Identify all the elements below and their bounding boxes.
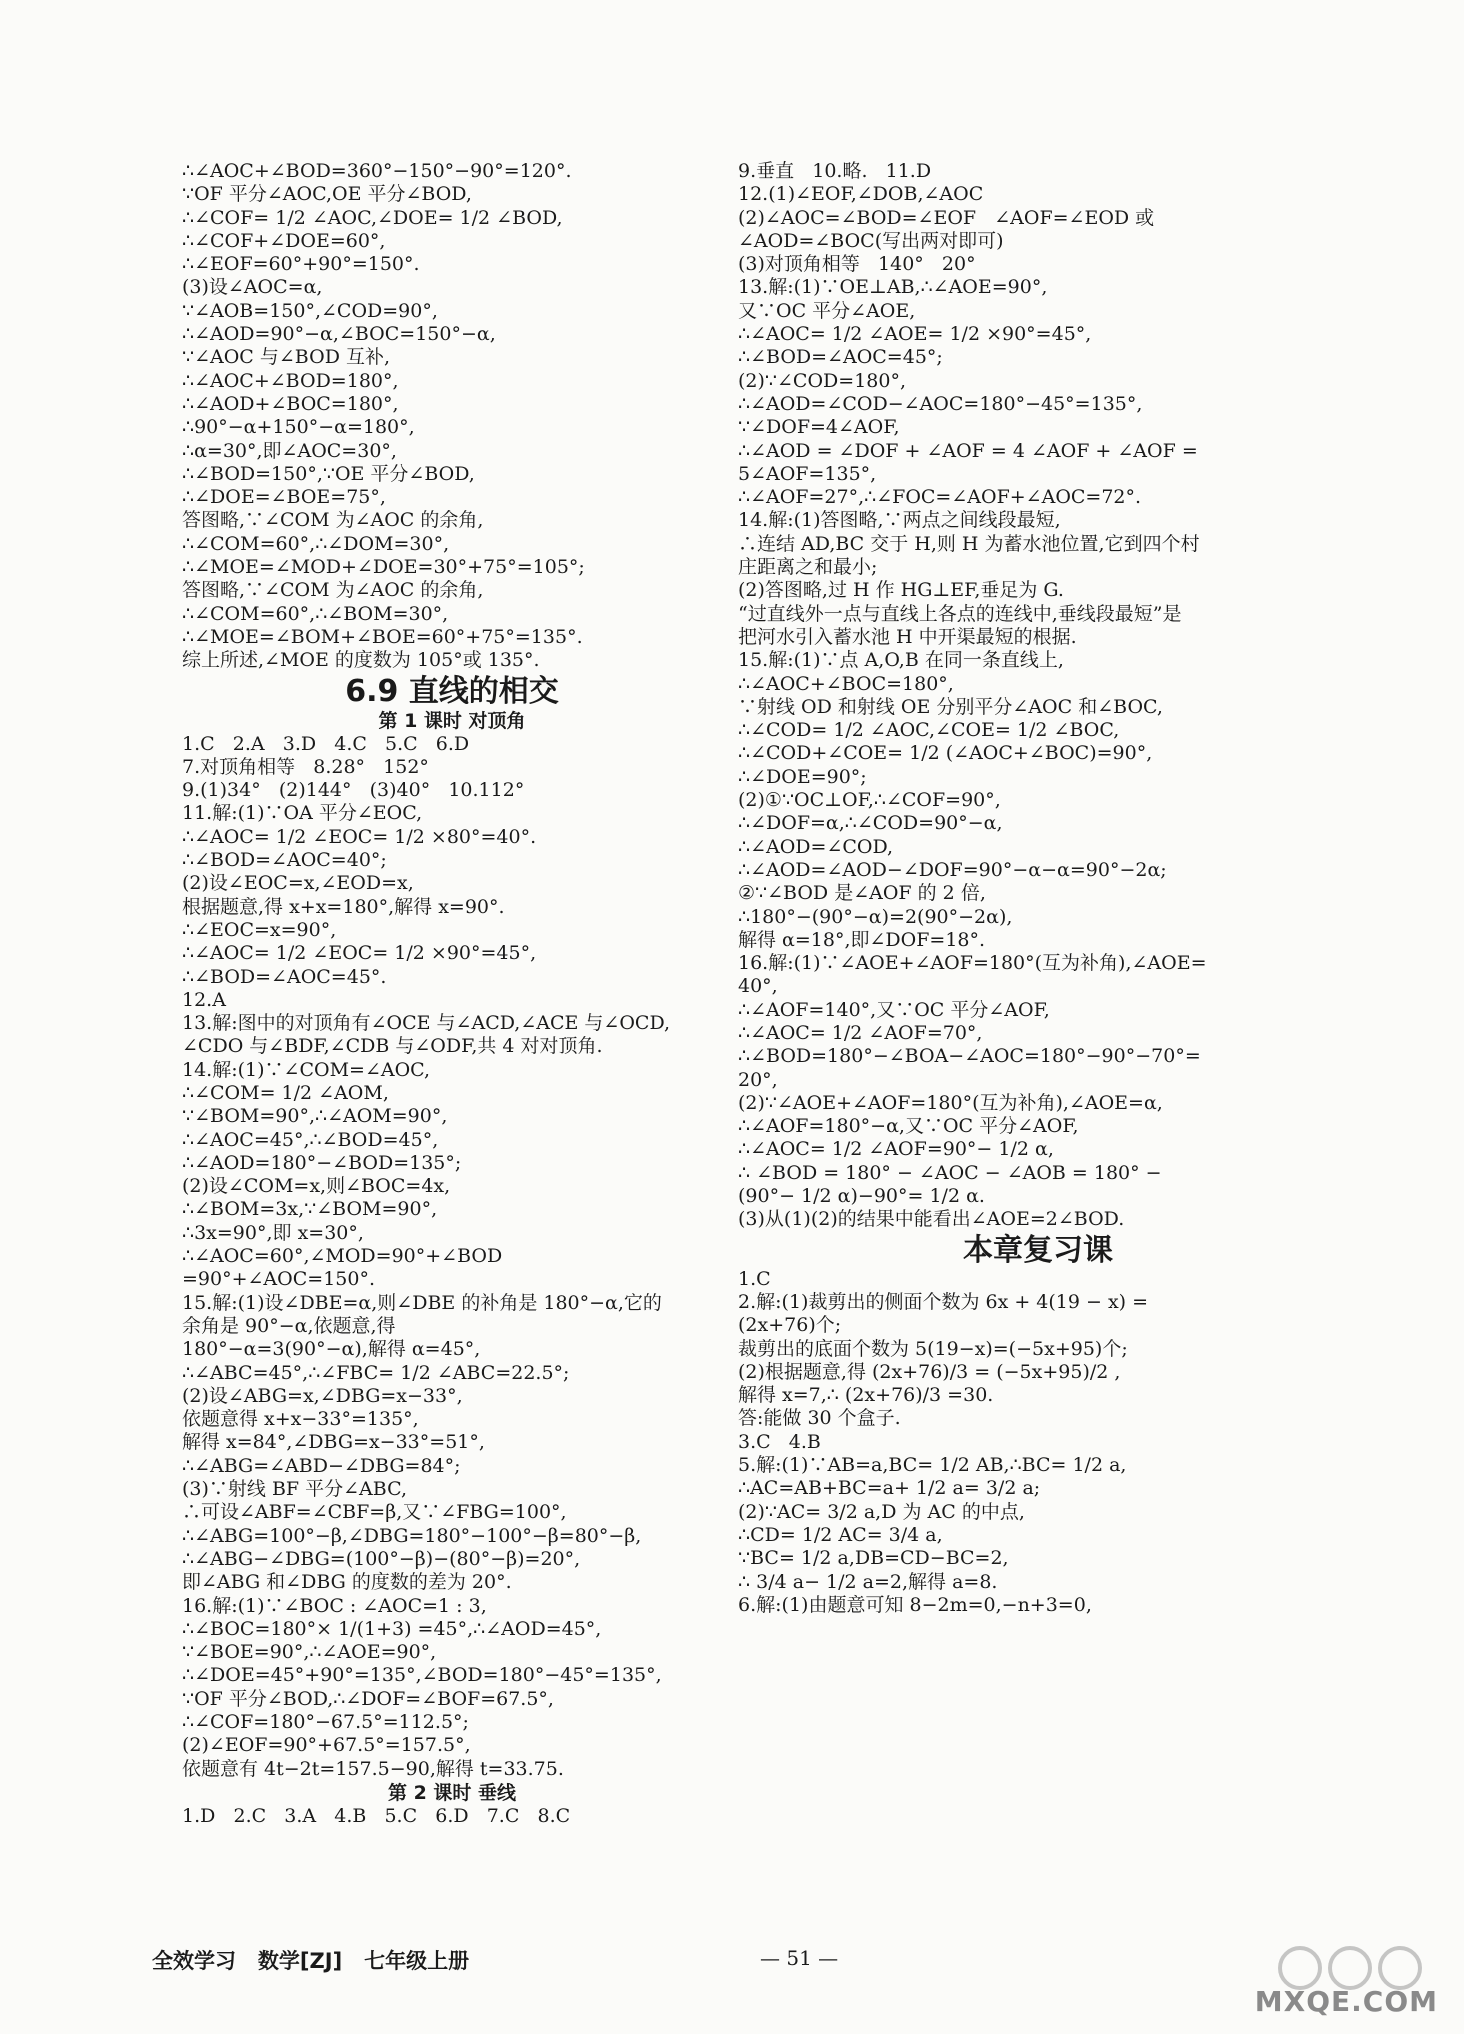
answer-line: ∴∠AOD=90°−α,∠BOC=150°−α,	[182, 323, 496, 346]
answer-line: 答:能做 30 个盒子.	[738, 1407, 901, 1430]
answer-line: ∴∠AOC+∠BOC=180°,	[738, 672, 954, 695]
answer-line: ∴3x=90°,即 x=30°,	[182, 1221, 364, 1244]
answer-line: ∴ ∠BOD = 180° − ∠AOC − ∠AOB = 180° −	[738, 1161, 1162, 1184]
answer-line: 答图略,∵∠COM 为∠AOC 的余角,	[182, 579, 484, 602]
answer-line: (2x+76)个;	[738, 1314, 842, 1337]
answer-line: 答图略,∵∠COM 为∠AOC 的余角,	[182, 509, 484, 532]
answer-line: (2)设∠COM=x,则∠BOC=4x,	[182, 1175, 451, 1198]
left-column	[182, 160, 722, 1828]
answer-line: 180°−α=3(90°−α),解得 α=45°,	[182, 1338, 481, 1361]
answer-line: (3)从(1)(2)的结果中能看出∠AOE=2∠BOD.	[738, 1208, 1125, 1231]
answer-line: ∴∠COM=60°,∴∠BOM=30°,	[182, 602, 449, 625]
answer-line: (2)设∠EOC=x,∠EOD=x,	[182, 872, 414, 895]
answer-line: 裁剪出的底面个数为 5(19−x)=(−5x+95)个;	[738, 1337, 1128, 1360]
answer-line: ∴∠ABG−∠DBG=(100°−β)−(80°−β)=20°,	[182, 1547, 581, 1570]
answer-line: ∴∠BOD=∠AOC=45°;	[738, 346, 943, 369]
answer-line: ∴∠AOC+∠BOD=180°,	[182, 369, 399, 392]
answer-line: ∠AOD=∠BOC(写出两对即可)	[738, 229, 1004, 252]
answer-line: (90°− 1/2 α)−90°= 1/2 α.	[738, 1185, 985, 1208]
answer-line: ∴∠AOC= 1/2 ∠AOF=90°− 1/2 α,	[738, 1138, 1054, 1161]
answer-line: ∵∠BOM=90°,∴∠AOM=90°,	[182, 1105, 448, 1128]
answer-line: ∵∠BOE=90°,∴∠AOE=90°,	[182, 1641, 437, 1664]
answer-line: ∴∠DOE=90°;	[738, 765, 867, 788]
answer-line: 解得 α=18°,即∠DOF=18°.	[738, 928, 986, 951]
answer-line: ∴∠AOD+∠BOC=180°,	[182, 392, 399, 415]
answer-line: 2.解:(1)裁剪出的侧面个数为 6x + 4(19 − x) =	[738, 1290, 1149, 1313]
answer-line: ∴∠COF+∠DOE=60°,	[182, 229, 386, 252]
answer-line: 9.垂直 10.略. 11.D	[738, 160, 932, 182]
answer-line: 1.C 2.A 3.D 4.C 5.C 6.D	[182, 732, 470, 755]
answer-line: 6.解:(1)由题意可知 8−2m=0,−n+3=0,	[738, 1593, 1092, 1616]
lesson-1-title: 第 1 课时 对顶角	[378, 709, 526, 732]
answer-line: ∴∠AOC=45°,∴∠BOD=45°,	[182, 1128, 439, 1151]
answer-line: ∴∠AOC= 1/2 ∠EOC= 1/2 ×80°=40°.	[182, 825, 537, 848]
answer-line: ∴∠BOD=∠AOC=45°.	[182, 965, 387, 988]
answer-line: ∴∠MOE=∠BOM+∠BOE=60°+75°=135°.	[182, 625, 583, 648]
answer-line: 把河水引入蓄水池 H 中开渠最短的根据.	[738, 625, 1077, 648]
answer-line: ∴∠COM=60°,∴∠DOM=30°,	[182, 532, 450, 555]
answer-line: ∴∠COD= 1/2 ∠AOC,∠COE= 1/2 ∠BOC,	[738, 719, 1120, 742]
answer-line: 又∵OC 平分∠AOE,	[738, 299, 916, 322]
answer-line: ∵∠DOF=4∠AOF,	[738, 416, 900, 439]
answer-line: ∴∠ABG=100°−β,∠DBG=180°−100°−β=80°−β,	[182, 1524, 642, 1547]
answer-line: ∴∠AOF=140°,又∵OC 平分∠AOF,	[738, 998, 1050, 1021]
answer-line: 依题意得 x+x−33°=135°,	[182, 1408, 419, 1431]
book-footer: 全效学习 数学[ZJ] 七年级上册	[152, 1949, 470, 1973]
left-answer-block-1	[182, 160, 722, 673]
answer-line: (2)设∠ABG=x,∠DBG=x−33°,	[182, 1384, 463, 1407]
answer-line: 1.C	[738, 1267, 771, 1290]
answer-line: ∵∠AOC 与∠BOD 互补,	[182, 346, 391, 369]
section-title: 6.9 直线的相交	[345, 673, 559, 709]
answer-line: ∴∠AOC= 1/2 ∠EOC= 1/2 ×90°=45°,	[182, 942, 537, 965]
answer-line: ∴∠AOD=180°−∠BOD=135°;	[182, 1151, 462, 1174]
answer-line: ∴∠EOF=60°+90°=150°.	[182, 253, 420, 276]
review-title: 本章复习课	[963, 1232, 1113, 1268]
answer-line: ∴∠ABC=45°,∴∠FBC= 1/2 ∠ABC=22.5°;	[182, 1361, 570, 1384]
answer-line: (2)∵∠COD=180°,	[738, 369, 906, 392]
answer-line: (3)∵射线 BF 平分∠ABC,	[182, 1478, 407, 1501]
answer-line: 11.解:(1)∵OA 平分∠EOC,	[182, 802, 423, 825]
answer-line: 综上所述,∠MOE 的度数为 105°或 135°.	[182, 649, 540, 672]
answer-line: 5.解:(1)∵AB=a,BC= 1/2 AB,∴BC= 1/2 a,	[738, 1454, 1127, 1477]
answer-line: 13.解:图中的对顶角有∠OCE 与∠ACD,∠ACE 与∠OCD,	[182, 1012, 671, 1035]
right-answer-block-1	[738, 160, 1338, 1232]
answer-line: ∵BC= 1/2 a,DB=CD−BC=2,	[738, 1547, 1009, 1570]
answer-line: ∴∠AOD=∠COD,	[738, 835, 894, 858]
answer-line: 16.解:(1)∵∠AOE+∠AOF=180°(互为补角),∠AOE=	[738, 952, 1207, 975]
answer-line: ∴CD= 1/2 AC= 3/4 a,	[738, 1523, 943, 1546]
answer-line: ∴∠AOF=180°−α,又∵OC 平分∠AOF,	[738, 1115, 1079, 1138]
answer-line: 13.解:(1)∵OE⊥AB,∴∠AOE=90°,	[738, 276, 1048, 299]
answer-line: ∴∠ABG=∠ABD−∠DBG=84°;	[182, 1454, 461, 1477]
answer-line: ∴∠DOF=α,∴∠COD=90°−α,	[738, 812, 1003, 835]
answer-line: ∴180°−(90°−α)=2(90°−2α),	[738, 905, 1013, 928]
answer-line: 15.解:(1)∵点 A,O,B 在同一条直线上,	[738, 649, 1064, 672]
answer-line: 9.(1)34° (2)144° (3)40° 10.112°	[182, 779, 525, 802]
answer-line: 16.解:(1)∵∠BOC : ∠AOC=1 : 3,	[182, 1594, 487, 1617]
answer-line: 5∠AOF=135°,	[738, 462, 877, 485]
answer-line: ∴∠COM= 1/2 ∠AOM,	[182, 1081, 389, 1104]
answer-line: ∴∠AOC=60°,∠MOD=90°+∠BOD	[182, 1245, 503, 1268]
answer-line: 14.解:(1)答图略,∵两点之间线段最短,	[738, 509, 1061, 532]
answer-line: ②∵∠BOD 是∠AOF 的 2 倍,	[738, 882, 986, 905]
answer-line: ∵OF 平分∠AOC,OE 平分∠BOD,	[182, 183, 472, 206]
answer-line: ∴可设∠ABF=∠CBF=β,又∵∠FBG=100°,	[182, 1501, 567, 1524]
left-answer-block-2	[182, 733, 722, 1781]
left-last-line: 1.D 2.C 3.A 4.B 5.C 6.D 7.C 8.C	[182, 1804, 571, 1827]
answer-line: =90°+∠AOC=150°.	[182, 1268, 375, 1291]
answer-line: ∵∠AOB=150°,∠COD=90°,	[182, 299, 438, 322]
answer-line: (2)∵AC= 3/2 a,D 为 AC 的中点,	[738, 1500, 1025, 1523]
watermark-text: MXQE.COM	[1254, 1985, 1438, 2018]
page-number: — 51 —	[760, 1946, 839, 1970]
right-column	[738, 160, 1338, 1617]
answer-line: ∴ 3/4 a− 1/2 a=2,解得 a=8.	[738, 1570, 998, 1593]
answer-line: ∴∠AOD=∠AOD−∠DOF=90°−α−α=90°−2α;	[738, 858, 1167, 881]
answer-line: (2)∵∠AOE+∠AOF=180°(互为补角),∠AOE=α,	[738, 1091, 1163, 1114]
answer-line: 20°,	[738, 1068, 778, 1091]
answer-line: (2)①∵OC⊥OF,∴∠COF=90°,	[738, 789, 1001, 812]
answer-line: (3)设∠AOC=α,	[182, 276, 323, 299]
right-answer-block-2	[738, 1268, 1338, 1617]
answer-line: 依题意有 4t−2t=157.5−90,解得 t=33.75.	[182, 1757, 564, 1780]
answer-line: ∴∠COF= 1/2 ∠AOC,∠DOE= 1/2 ∠BOD,	[182, 206, 563, 229]
answer-line: 即∠ABG 和∠DBG 的度数的差为 20°.	[182, 1571, 512, 1594]
answer-line: ∴90°−α+150°−α=180°,	[182, 416, 415, 439]
answer-line: ∵射线 OD 和射线 OE 分别平分∠AOC 和∠BOC,	[738, 695, 1163, 718]
answer-line: ∴∠AOD = ∠DOF + ∠AOF = 4 ∠AOF + ∠AOF =	[738, 439, 1198, 462]
answer-line: ∴∠DOE=45°+90°=135°,∠BOD=180°−45°=135°,	[182, 1664, 662, 1687]
answer-line: ∴∠AOC= 1/2 ∠AOE= 1/2 ×90°=45°,	[738, 323, 1092, 346]
lesson-2-title: 第 2 课时 垂线	[387, 1781, 517, 1804]
answer-line: ∴∠COF=180°−67.5°=112.5°;	[182, 1711, 469, 1733]
answer-line: ∴连结 AD,BC 交于 H,则 H 为蓄水池位置,它到四个村	[738, 532, 1200, 555]
answer-line: 7.对顶角相等 8.28° 152°	[182, 755, 429, 778]
answer-line: ∴∠BOC=180°× 1/(1+3) =45°,∴∠AOD=45°,	[182, 1617, 602, 1640]
answer-line: 3.C 4.B	[738, 1430, 821, 1453]
answer-line: ∴α=30°,即∠AOC=30°,	[182, 439, 397, 462]
answer-line: 解得 x=7,∴ (2x+76)/3 =30.	[738, 1384, 994, 1407]
answer-line: ∴∠AOC+∠BOD=360°−150°−90°=120°.	[182, 160, 572, 182]
answer-line: ∴∠EOC=x=90°,	[182, 918, 337, 941]
answer-line: ∴∠AOD=∠COD−∠AOC=180°−45°=135°,	[738, 392, 1143, 415]
answer-line: 40°,	[738, 975, 778, 998]
answer-line: ∵OF 平分∠BOD,∴∠DOF=∠BOF=67.5°,	[182, 1687, 554, 1710]
answer-line: ∴∠DOE=∠BOE=75°,	[182, 486, 386, 509]
answer-line: ∴∠BOD=180°−∠BOA−∠AOC=180°−90°−70°=	[738, 1045, 1201, 1068]
answer-line: ∴∠BOD=150°,∵OE 平分∠BOD,	[182, 462, 475, 485]
answer-line: (3)对顶角相等 140° 20°	[738, 253, 976, 276]
answer-line: 12.A	[182, 988, 226, 1011]
answer-line: 14.解:(1)∵∠COM=∠AOC,	[182, 1058, 431, 1081]
answer-line: ∴∠AOC= 1/2 ∠AOF=70°,	[738, 1021, 983, 1044]
answer-line: ∴∠MOE=∠MOD+∠DOE=30°+75°=105°;	[182, 556, 585, 579]
answer-line: (2)∠AOC=∠BOD=∠EOF ∠AOF=∠EOD 或	[738, 206, 1155, 229]
answer-line: (2)∠EOF=90°+67.5°=157.5°,	[182, 1734, 471, 1757]
answer-line: ∴AC=AB+BC=a+ 1/2 a= 3/2 a;	[738, 1477, 1041, 1500]
answer-line: ∴∠BOM=3x,∵∠BOM=90°,	[182, 1198, 438, 1221]
answer-line: ∴∠COD+∠COE= 1/2 (∠AOC+∠BOC)=90°,	[738, 742, 1153, 765]
answer-line: (2)根据题意,得 (2x+76)/3 = (−5x+95)/2 ,	[738, 1360, 1121, 1383]
answer-line: 解得 x=84°,∠DBG=x−33°=51°,	[182, 1431, 485, 1454]
answer-line: (2)答图略,过 H 作 HG⊥EF,垂足为 G.	[738, 579, 1064, 602]
answer-line: ∴∠BOD=∠AOC=40°;	[182, 849, 387, 872]
answer-line: ∠CDO 与∠BDF,∠CDB 与∠ODF,共 4 对对顶角.	[182, 1035, 603, 1058]
answer-line: 根据题意,得 x+x=180°,解得 x=90°.	[182, 895, 505, 918]
answer-line: 15.解:(1)设∠DBE=α,则∠DBE 的补角是 180°−α,它的	[182, 1291, 662, 1314]
answer-line: 余角是 90°−α,依题意,得	[182, 1314, 396, 1337]
answer-line: 12.(1)∠EOF,∠DOB,∠AOC	[738, 183, 984, 206]
answer-line: 庄距离之和最小;	[738, 556, 878, 579]
answer-line: “过直线外一点与直线上各点的连线中,垂线段最短”是	[738, 602, 1182, 625]
answer-line: ∴∠AOF=27°,∴∠FOC=∠AOF+∠AOC=72°.	[738, 486, 1142, 509]
